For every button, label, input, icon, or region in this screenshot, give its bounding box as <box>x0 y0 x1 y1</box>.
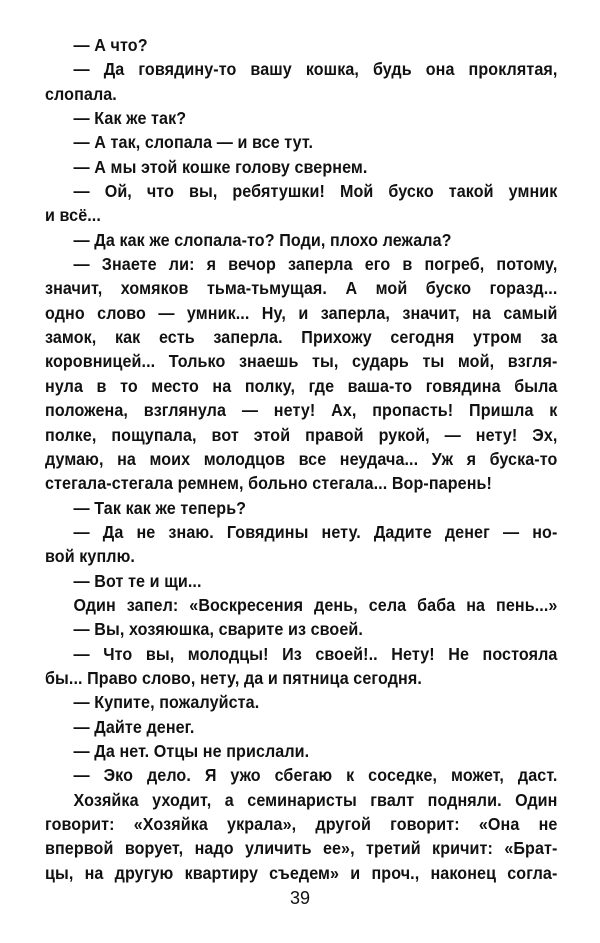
text-line: — А мы этой кошке голову свернем. <box>73 156 368 177</box>
text-line: Хозяйка уходит, а семинаристы гвалт подняли. Один <box>73 789 558 810</box>
text-line: — Да как же слопала-то? Поди, плохо лежала? <box>73 229 452 250</box>
text-line: — А что? <box>73 35 148 55</box>
text-line: — Вы, хозяюшка, сварите из своей. <box>73 619 363 640</box>
text-line: — Так как же теперь? <box>73 497 247 518</box>
text-line: — Купите, пожалуйста. <box>73 692 260 713</box>
text-line: коровницей... Только знаешь ты, сударь ты мой, взгля- <box>45 351 558 372</box>
text-line: — А так, слопала — и все тут. <box>73 132 314 153</box>
text-line: значит, хомяков тьма-тьмущая. А мой буско горазд... <box>45 278 558 299</box>
text-line: нула в то место на полку, где ваша-то говядина была <box>45 375 558 396</box>
text-line: — Да говядину-то вашу кошка, будь она проклятая, <box>73 59 558 80</box>
text-line: — Эко дело. Я ужо сбегаю к соседке, может, даст. <box>73 765 558 786</box>
text-line: замок, как есть заперла. Прихожу сегодня утром за <box>45 327 558 348</box>
text-line: положена, взглянула — нету! Ах, пропасть! Пришла к <box>45 400 558 421</box>
text-line: — Ой, что вы, ребятушки! Мой буско такой умник <box>73 181 558 202</box>
text-line: одно слово — умник... Ну, и заперла, значит, на самый <box>45 302 558 323</box>
text-line: — Знаете ли: я вечор заперла его в погреб, потому, <box>73 254 558 275</box>
text-line: Один запел: «Воскресения день, села баба на пень...» <box>73 594 558 615</box>
text-line: полке, пощупала, вот этой правой рукой, — нету! Эх, <box>45 424 558 445</box>
text-line: — Дайте денег. <box>73 716 195 737</box>
text-line: — Вот те и щи... <box>73 570 202 591</box>
text-line: — Да не знаю. Говядины нету. Дадите денег — но- <box>73 521 558 542</box>
text-line: — Как же так? <box>73 108 187 129</box>
page-number: 39 <box>289 888 311 908</box>
text-line: стегала-стегала ремнем, больно стегала... Вор-парень! <box>45 473 492 494</box>
text-line: вой куплю. <box>45 546 136 567</box>
text-line: цы, на другую квартиру съедем» и проч., наконец согла- <box>45 862 558 883</box>
text-line: и всё... <box>45 205 101 226</box>
text-line: впервой ворует, надо уличить ее», третий кричит: «Брат- <box>45 838 558 859</box>
page-body <box>45 33 558 885</box>
text-line: думаю, на моих молодцов все неудача... Уж я буска-то <box>45 448 558 469</box>
text-line: бы... Право слово, нету, да и пятница сегодня. <box>45 667 422 688</box>
text-line: говорит: «Хозяйка украла», другой говорит: «Она не <box>45 814 558 834</box>
text-line: слопала. <box>45 83 117 104</box>
text-line: — Что вы, молодцы! Из своей!.. Нету! Не постояла <box>73 643 558 664</box>
text-line: — Да нет. Отцы не прислали. <box>73 740 310 761</box>
